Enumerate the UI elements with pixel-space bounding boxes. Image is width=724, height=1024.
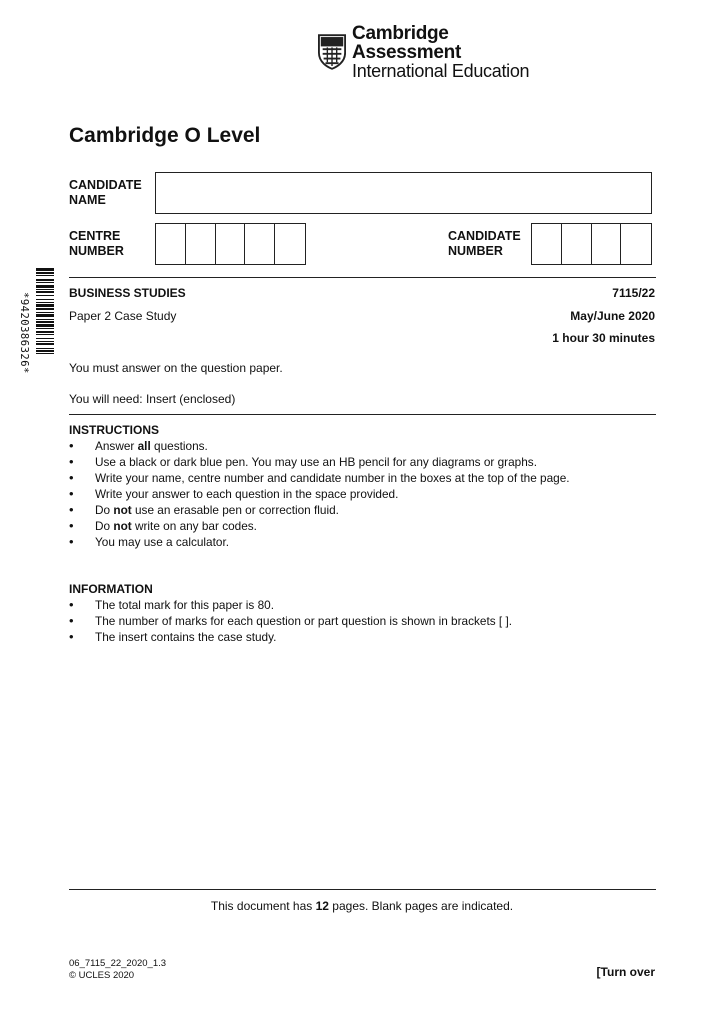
barcode [36,268,54,410]
cambridge-logo [318,22,548,81]
information-item: • The total mark for this paper is 80. [69,597,656,613]
page-count-note [0,899,724,913]
instruction-item [69,470,656,486]
instruction-item [69,438,656,454]
exam-session: May/June 2020 [570,309,655,323]
instruction-text: use an erasable pen or correction fluid. [131,503,339,517]
materials-note: You will need: Insert (enclosed) [69,392,236,406]
instruction-item [69,502,656,518]
instruction-item [69,534,656,550]
logo-line-2: International Education [352,60,530,81]
barcode-number: *9420386326* [18,292,30,374]
instruction-text: Write your name, centre number and candidate number in the boxes at the top of the page. [95,471,570,485]
candidate-number-label: CANDIDATE NUMBER [448,229,521,258]
footer-left [69,958,166,982]
barcode-graphic [36,268,54,410]
centre-number-cell[interactable] [245,224,275,264]
instruction-text: Do [95,519,114,533]
barcode-number-wrap [18,292,32,392]
centre-number-field[interactable] [155,223,306,265]
qualification-title: Cambridge O Level [69,124,261,147]
instruction-item [69,518,656,534]
instruction-emphasis: all [137,439,151,453]
centre-number-cell[interactable] [216,224,246,264]
page-count-post: pages. Blank pages are indicated. [328,899,514,913]
instruction-emphasis: not [113,503,132,517]
instruction-text: write on any bar codes. [131,519,257,533]
syllabus-code: 7115/22 [612,286,655,300]
information-item: • The number of marks for each question or part question is shown in brackets [ ]. [69,613,656,629]
instruction-text: Write your answer to each question in the space provided. [95,487,399,501]
document-reference: 06_7115_22_2020_1.3 [69,958,167,969]
answer-note: You must answer on the question paper. [69,361,283,375]
logo-line-1: Cambridge Assessment [352,22,461,63]
information-heading: INFORMATION [69,582,153,596]
information-list [69,597,656,645]
candidate-number-field[interactable] [531,223,652,265]
centre-number-cell[interactable] [156,224,186,264]
instruction-item [69,486,656,502]
instruction-text: Answer [95,439,138,453]
instruction-item [69,454,656,470]
subject-title: BUSINESS STUDIES [69,286,186,300]
paper-title: Paper 2 Case Study [69,309,177,323]
page-count-number: 12 [315,899,329,913]
centre-number-label: CENTRE NUMBER [69,229,124,258]
instruction-text: questions. [150,439,208,453]
candidate-number-cell[interactable] [592,224,622,264]
centre-number-cell[interactable] [275,224,305,264]
exam-duration: 1 hour 30 minutes [552,331,655,345]
instructions-heading: INSTRUCTIONS [69,423,159,437]
instruction-emphasis: not [113,519,132,533]
candidate-number-cell[interactable] [562,224,592,264]
instructions-list [69,438,656,550]
cambridge-crest-icon [318,33,346,71]
divider [69,414,656,415]
centre-number-cell[interactable] [186,224,216,264]
copyright-notice: © UCLES 2020 [69,970,135,981]
page-count-pre: This document has [210,899,316,913]
candidate-number-cell[interactable] [532,224,562,264]
instruction-text: Do [95,503,114,517]
candidate-name-label: CANDIDATE NAME [69,178,142,207]
footer-divider [69,889,656,890]
candidate-number-cell[interactable] [621,224,651,264]
turn-over-note: [Turn over [596,965,655,979]
candidate-name-field[interactable] [155,172,652,214]
instruction-text: You may use a calculator. [95,535,229,549]
divider [69,277,656,278]
information-item: • The insert contains the case study. [69,629,656,645]
instruction-text: Use a black or dark blue pen. You may use an HB pencil for any diagrams or graphs. [95,455,537,469]
